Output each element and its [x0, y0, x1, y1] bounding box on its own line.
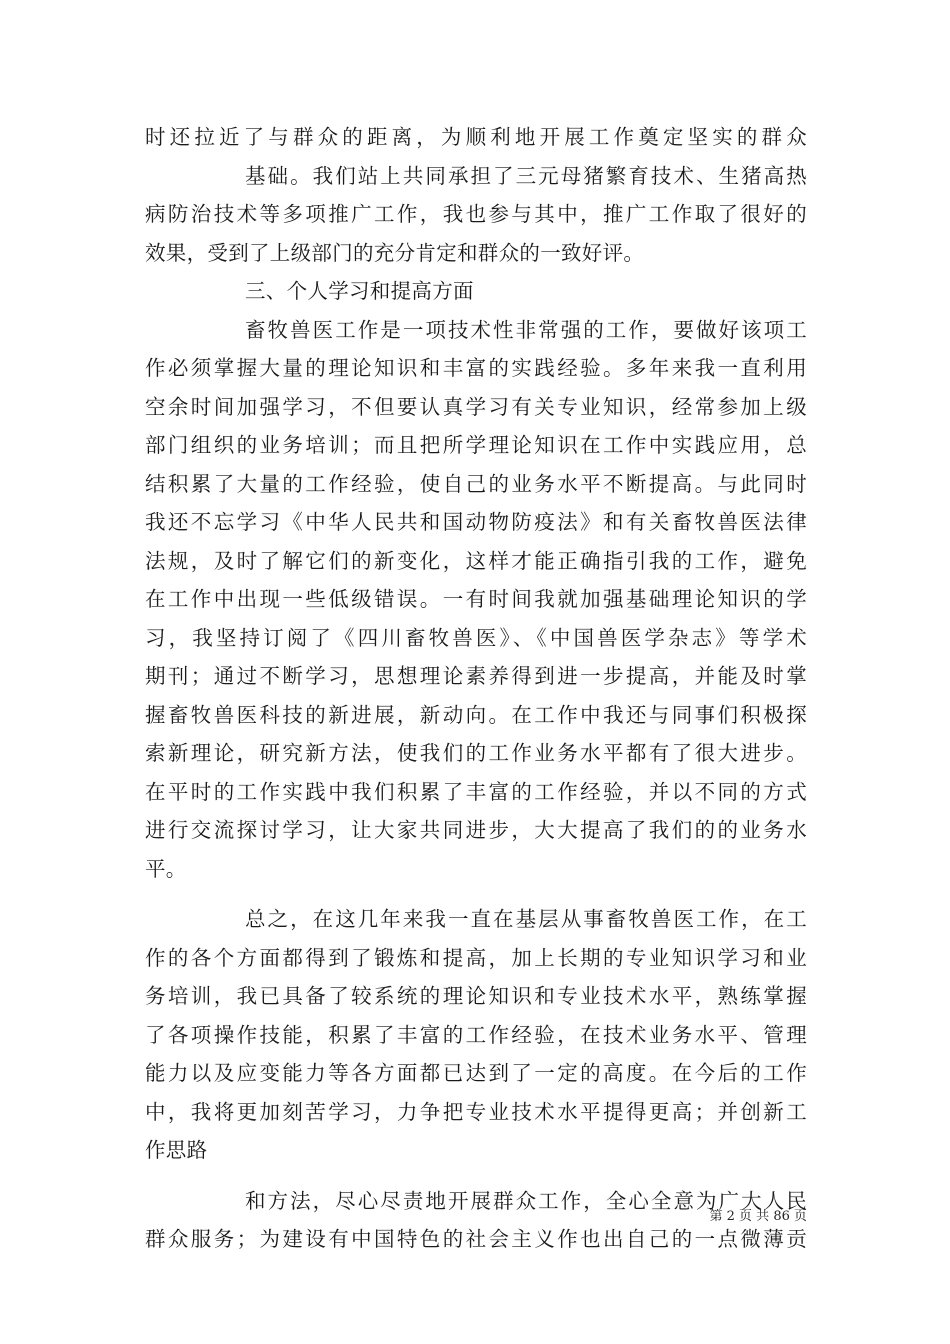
text-line: 效果，受到了上级部门的充分肯定和群众的一致好评。	[145, 240, 645, 265]
text-line: 我还不忘学习《中华人民共和国动物防疫法》和有关畜牧兽医法律	[145, 510, 807, 534]
text-line: 病防治技术等多项推广工作，我也参与其中，推广工作取了很好的	[145, 202, 807, 226]
document-body	[145, 118, 807, 1259]
text-line: 期刊；通过不断学习，思想理论素养得到进一步提高，并能及时掌	[145, 664, 807, 688]
text-line: 索新理论，研究新方法，使我们的工作业务水平都有了很大进步。	[145, 741, 807, 765]
text-line: 总之，在这几年来我一直在基层从事畜牧兽医工作，在工	[245, 907, 807, 931]
text-line: 结积累了大量的工作经验，使自己的业务水平不断提高。与此同时	[145, 471, 807, 496]
text-line: 部门组织的业务培训；而且把所学理论知识在工作中实践应用，总	[145, 433, 807, 457]
text-line: 基础。我们站上共同承担了三元母猪繁育技术、生猪高热	[245, 163, 807, 188]
text-line: 习，我坚持订阅了《四川畜牧兽医》、《中国兽医学杂志》等学术	[145, 625, 807, 650]
text-line: 中，我将更加刻苦学习，力争把专业技术水平提得更高；并创新工	[145, 1099, 807, 1124]
text-line: 能力以及应变能力等各方面都已达到了一定的高度。在今后的工作	[145, 1061, 807, 1085]
text-line: 作思路	[145, 1138, 208, 1162]
text-line: 进行交流探讨学习，让大家共同进步，大大提高了我们的的业务水	[145, 818, 807, 842]
text-line: 了各项操作技能，积累了丰富的工作经验，在技术业务水平、管理	[145, 1022, 807, 1047]
text-line: 握畜牧兽医科技的新进展，新动向。在工作中我还与同事们积极探	[145, 702, 807, 727]
text-line: 作必须掌握大量的理论知识和丰富的实践经验。多年来我一直利用	[145, 356, 807, 380]
text-line: 和方法，尽心尽责地开展群众工作，全心全意为广大人民	[245, 1188, 807, 1213]
text-line: 群众服务；为建设有中国特色的社会主义作也出自己的一点微薄贡	[145, 1227, 807, 1251]
text-line: 平。	[145, 856, 187, 881]
text-line: 畜牧兽医工作是一项技术性非常强的工作，要做好该项工	[245, 317, 807, 342]
paragraph-gap	[145, 888, 807, 900]
page-number-footer: 第 2 页 共 86 页	[709, 1209, 807, 1224]
section-heading: 三、个人学习和提高方面	[245, 279, 474, 303]
text-line: 在平时的工作实践中我们积累了丰富的工作经验，并以不同的方式	[145, 779, 807, 804]
paragraph-gap	[145, 1170, 807, 1182]
text-line: 时还拉近了与群众的距离，为顺利地开展工作奠定坚实的群众	[145, 125, 807, 149]
text-line: 法规，及时了解它们的新变化，这样才能正确指引我的工作，避免	[145, 548, 807, 573]
text-line: 在工作中出现一些低级错误。一有时间我就加强基础理论知识的学	[145, 587, 807, 611]
text-line: 作的各个方面都得到了锻炼和提高，加上长期的专业知识学习和业	[145, 945, 807, 970]
text-line: 务培训，我已具备了较系统的理论知识和专业技术水平，熟练掌握	[145, 984, 807, 1008]
text-line: 空余时间加强学习，不但要认真学习有关专业知识，经常参加上级	[145, 394, 807, 419]
